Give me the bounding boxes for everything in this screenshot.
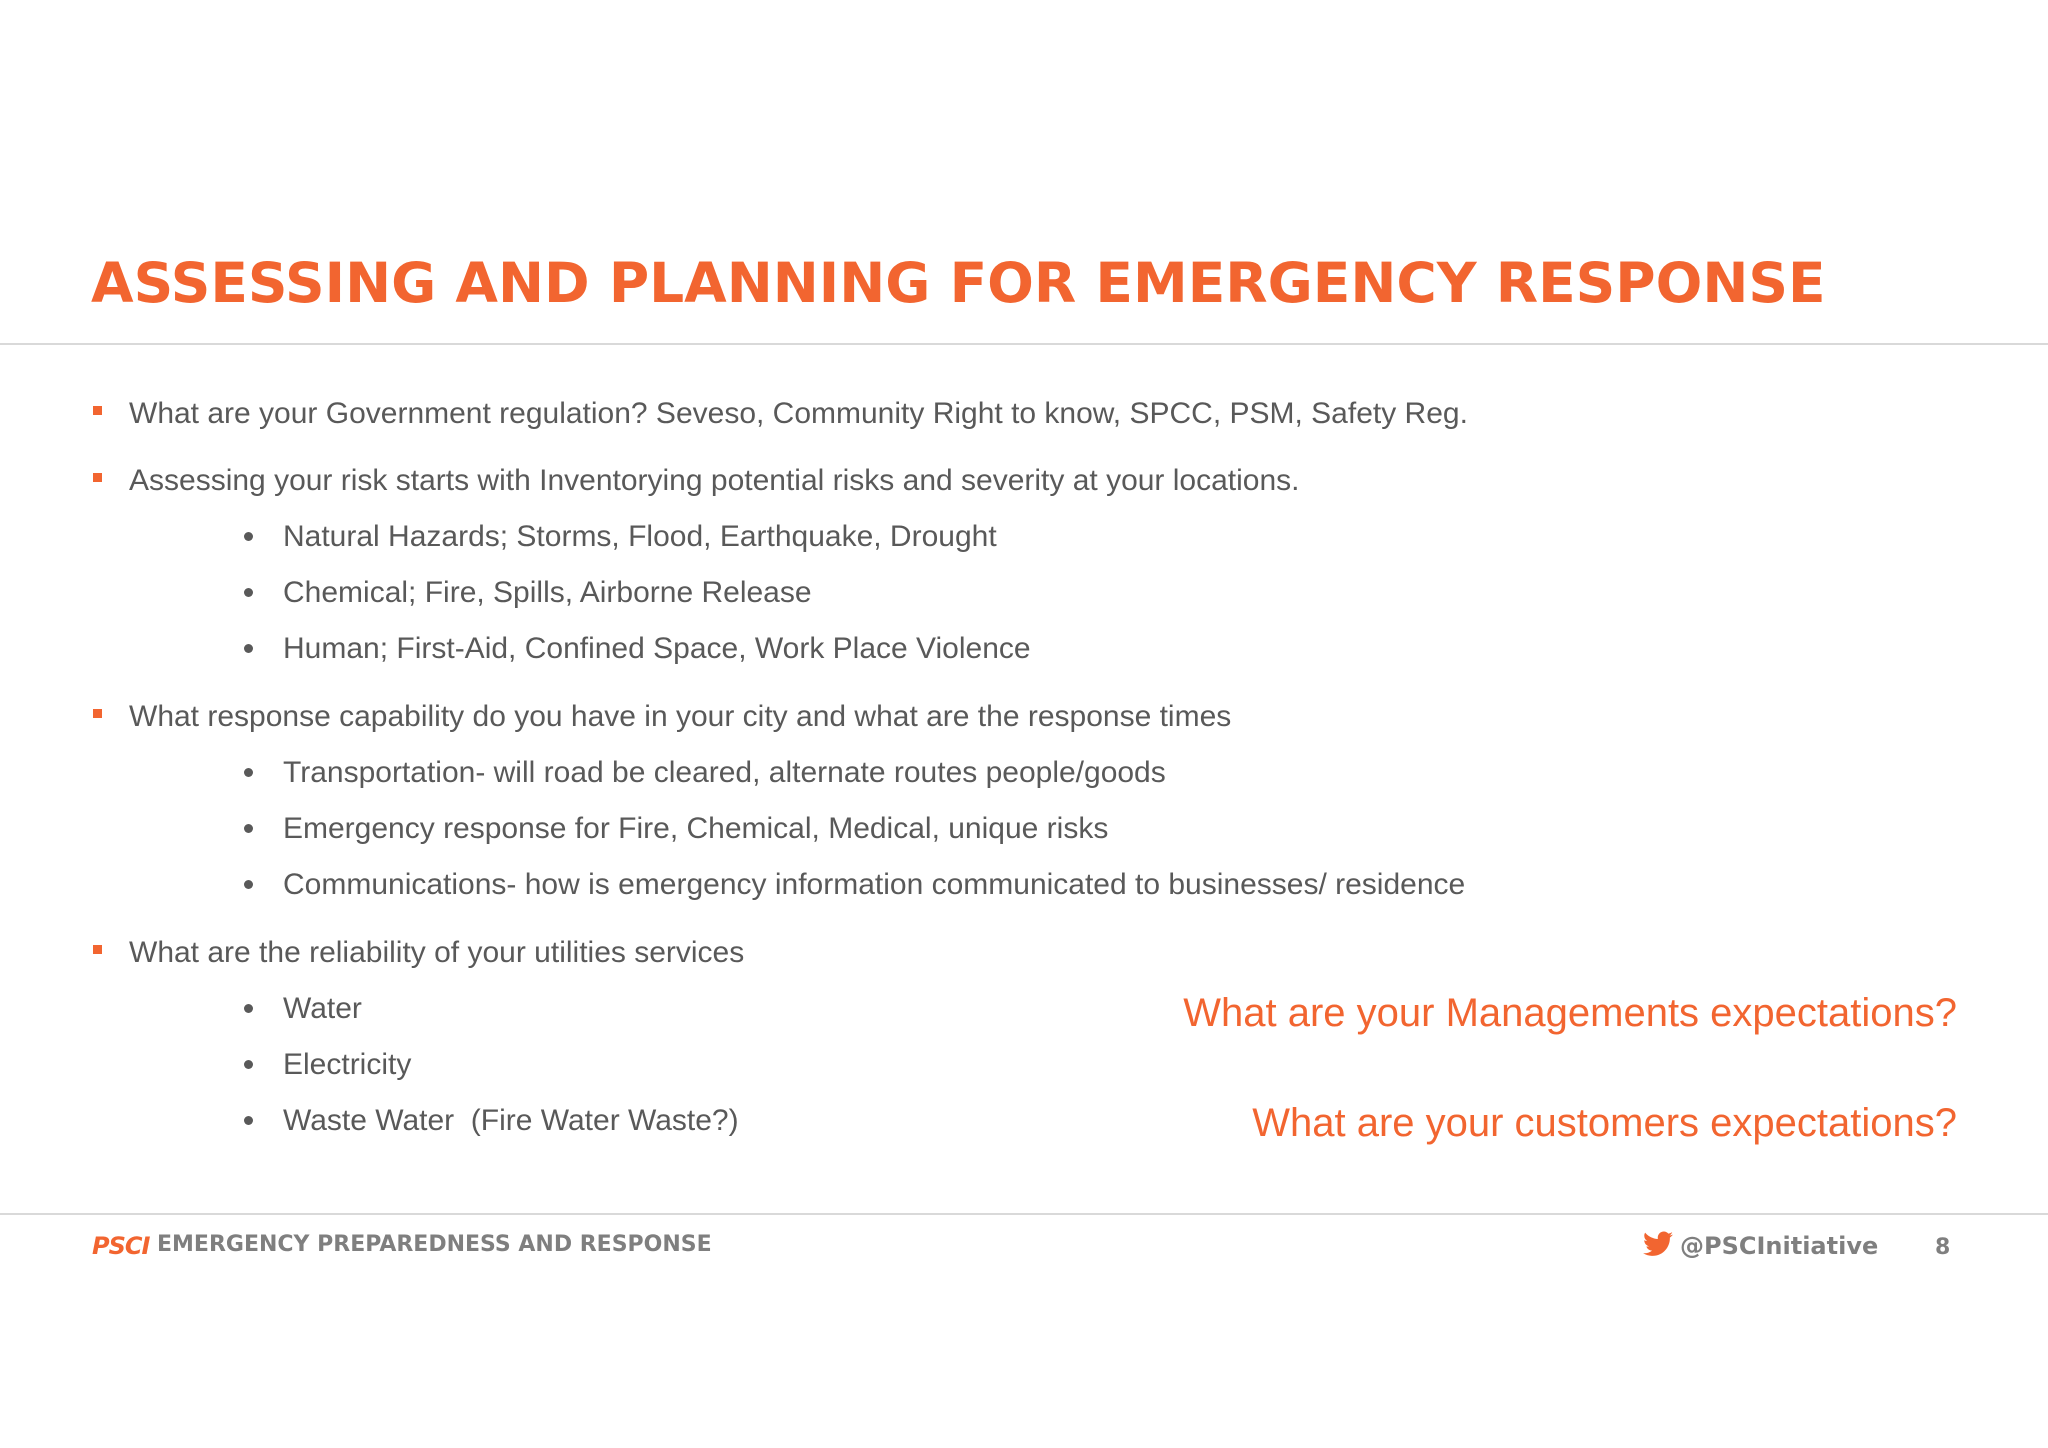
title-divider [0,343,2048,345]
footer-label: EMERGENCY PREPAREDNESS AND RESPONSE [157,1232,712,1257]
square-bullet-icon [93,945,102,954]
round-bullet-icon [244,824,253,833]
square-bullet-icon [93,406,102,415]
round-bullet-icon [244,880,253,889]
round-bullet-icon [244,588,253,597]
sub-bullet-item: Waste Water (Fire Water Waste?) [283,1104,739,1137]
round-bullet-icon [244,644,253,653]
twitter-bird-icon [1643,1231,1673,1257]
bullet-item: Assessing your risk starts with Inventorying potential risks and severity at your locations. [129,464,1300,497]
psci-logo: PSCI [92,1232,150,1260]
square-bullet-icon [93,709,102,718]
sub-bullet-item: Emergency response for Fire, Chemical, Medical, unique risks [283,812,1109,845]
bullet-item: What are your Government regulation? Seveso, Community Right to know, SPCC, PSM, Safety Reg. [129,397,1468,430]
sub-bullet-item: Chemical; Fire, Spills, Airborne Release [283,576,812,609]
round-bullet-icon [244,532,253,541]
bullet-item: What response capability do you have in your city and what are the response times [129,700,1232,733]
bullet-item: What are the reliability of your utilities services [129,936,745,969]
sub-bullet-item: Communications- how is emergency information communicated to businesses/ residence [283,868,1466,901]
square-bullet-icon [93,473,102,482]
round-bullet-icon [244,1116,253,1125]
round-bullet-icon [244,768,253,777]
footer-divider [0,1213,2048,1215]
round-bullet-icon [244,1060,253,1069]
twitter-handle-link[interactable]: @PSCInitiative [1680,1232,1879,1260]
callout-management-expectations: What are your Managements expectations? [1183,991,1957,1035]
sub-bullet-item: Water [283,992,362,1025]
sub-bullet-item: Natural Hazards; Storms, Flood, Earthquake, Drought [283,520,997,553]
sub-bullet-item: Electricity [283,1048,412,1081]
slide-title: ASSESSING AND PLANNING FOR EMERGENCY RESPONSE [91,251,1826,315]
round-bullet-icon [244,1004,253,1013]
callout-customer-expectations: What are your customers expectations? [1252,1101,1957,1145]
sub-bullet-item: Human; First-Aid, Confined Space, Work Place Violence [283,632,1031,665]
sub-bullet-item: Transportation- will road be cleared, alternate routes people/goods [283,756,1166,789]
page-number: 8 [1935,1235,1951,1260]
